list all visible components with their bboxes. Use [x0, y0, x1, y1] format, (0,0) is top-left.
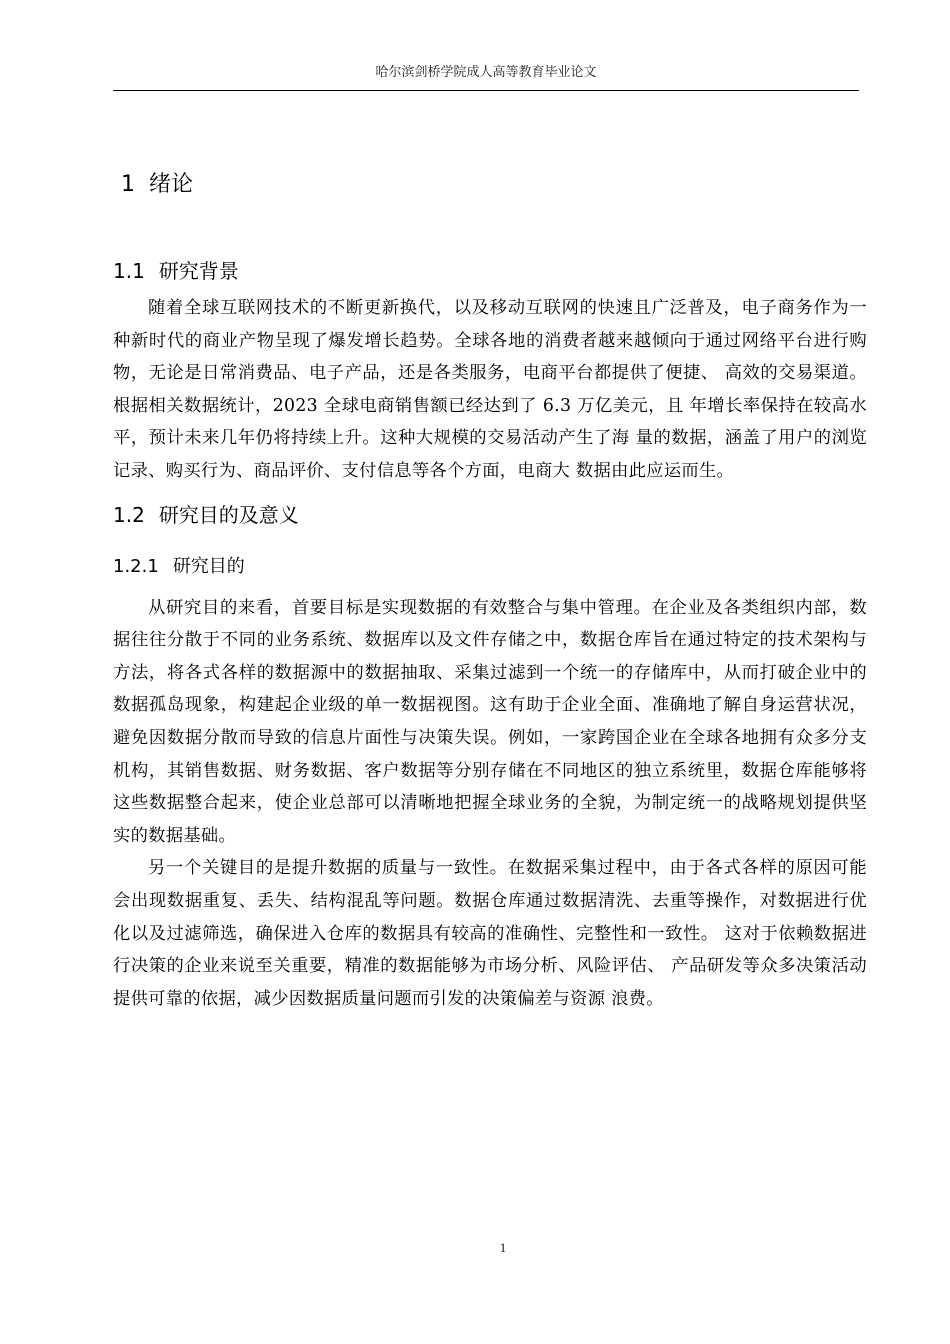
subsection-number: 1.2.1: [113, 555, 159, 577]
section-heading-1-2: [113, 498, 867, 532]
page-number: 1: [499, 1240, 507, 1255]
paragraph-research-purpose-1: 从研究目的来看，首要目标是实现数据的有效整合与集中管理。在企业及各类组织内部，数据往往分散于不同的业务系统、数据库以及文件存储之中，数据仓库旨在通过特定的技术架构与方法，将各式各样的数据源中的数据抽取、采集过滤到一个统一的存储库中，从而打破企业中的数据孤岛现象，构建起企业级的单一数据视图。这有助于企业全面、准确地了解自身运营状况，避免因数据分散而导致的信息片面性与决策失误。例如，一家跨国企业在全球各地拥有众多分支机构，其销售数据、财务数据、客户数据等分别存储在不同地区的独立系统里，数据仓库能够将这些数据整合起来，使企业总部可以清晰地把握全球业务的全貌，为制定统一的战略规划提供坚实的数据基础。: [113, 597, 867, 846]
chapter-title: 绪论: [149, 172, 194, 197]
section-title: 研究目的及意义: [158, 502, 299, 527]
paragraph-research-purpose-2: 另一个关键目的是提升数据的质量与一致性。在数据采集过程中，由于各式各样的原因可能会出现数据重复、丢失、结构混乱等问题。数据仓库通过数据清洗、去重等操作，对数据进行优化以及过滤筛选，确保进入仓库的数据具有较高的准确性、完整性和一致性。 这对于依赖数据进行决策的企业来说至关重要，精准的数据能够为市场分析、风险评估、 产品研发等众多决策活动提供可靠的依据，减少因数据质量问题而引发的决策偏差与资源 浪费。: [113, 858, 867, 1009]
header-divider: [113, 90, 859, 91]
section-number: 1.1: [113, 259, 145, 283]
chapter-number: 1: [121, 172, 135, 197]
spacer: [113, 532, 867, 550]
paragraph-research-background: 随着全球互联网技术的不断更新换代，以及移动互联网的快速且广泛普及，电子商务作为一种新时代的商业产物呈现了爆发增长趋势。全球各地的消费者越来越倾向于通过网络平台进行购物，无论是日常消费品、电子产品，还是各类服务，电商平台都提供了便捷、 高效的交易渠道。根据相关数据统计，2023 全球电商销售额已经达到了 6.3 万亿美元，且 年增长率保持在较高水平，预计未来几年仍将持续上升。这种大规模的交易活动产生了海 量的数据，涵盖了用户的浏览记录、购买行为、商品评价、支付信息等各个方面，电商大 数据由此应运而生。: [113, 298, 867, 481]
spacer: [113, 206, 867, 254]
spacer: [113, 584, 867, 592]
section-title: 研究背景: [158, 259, 239, 283]
spacer: [113, 488, 867, 498]
page-header: 哈尔滨剑桥学院成人高等教育毕业论文: [375, 65, 597, 80]
section-heading-1-1: [113, 254, 867, 288]
chapter-heading: [121, 164, 867, 206]
subsection-heading-1-2-1: [113, 550, 867, 584]
document-body: [113, 164, 867, 1015]
section-number: 1.2: [113, 502, 145, 527]
subsection-title: 研究目的: [172, 555, 245, 577]
